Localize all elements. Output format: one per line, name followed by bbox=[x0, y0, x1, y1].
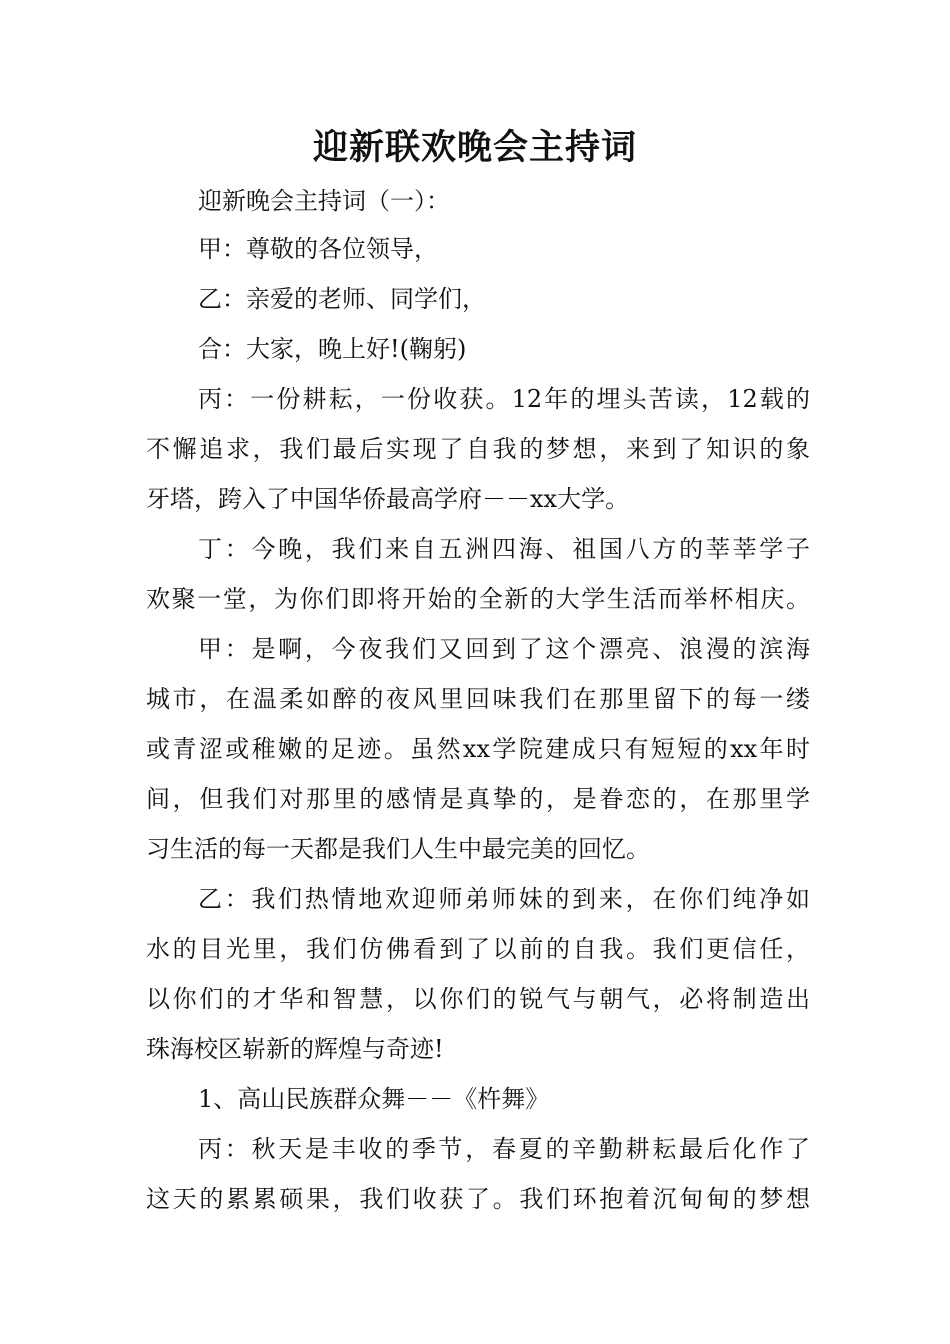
paragraph-line: 合：大家，晚上好!(鞠躬) bbox=[198, 335, 467, 363]
paragraph-line: 乙：亲爱的老师、同学们， bbox=[198, 285, 486, 313]
program-item: 1、高山民族群众舞－－《杵舞》 bbox=[198, 1085, 550, 1113]
paragraph-line: 珠海校区崭新的辉煌与奇迹! bbox=[146, 1035, 444, 1063]
section-heading: 迎新晚会主持词（一）： bbox=[198, 187, 450, 215]
paragraph-line: 以你们的才华和智慧，以你们的锐气与朝气，必将制造出 bbox=[146, 985, 810, 1013]
paragraph-line: 丁：今晚，我们来自五洲四海、祖国八方的莘莘学子 bbox=[198, 535, 810, 563]
paragraph-line: 丙：秋天是丰收的季节，春夏的辛勤耕耘最后化作了 bbox=[198, 1135, 810, 1163]
paragraph-line: 或青涩或稚嫩的足迹。虽然xx学院建成只有短短的xx年时 bbox=[146, 735, 810, 763]
paragraph-line: 欢聚一堂，为你们即将开始的全新的大学生活而举杯相庆。 bbox=[146, 585, 810, 613]
paragraph-line: 丙：一份耕耘，一份收获。12年的埋头苦读，12载的 bbox=[198, 385, 810, 413]
paragraph-line: 不懈追求，我们最后实现了自我的梦想，来到了知识的象 bbox=[146, 435, 810, 463]
paragraph-line: 这天的累累硕果，我们收获了。我们环抱着沉甸甸的梦想 bbox=[146, 1185, 810, 1213]
paragraph-line: 城市，在温柔如醉的夜风里回味我们在那里留下的每一缕 bbox=[146, 685, 810, 713]
paragraph-line: 水的目光里，我们仿佛看到了以前的自我。我们更信任， bbox=[146, 935, 810, 963]
paragraph-line: 甲：是啊，今夜我们又回到了这个漂亮、浪漫的滨海 bbox=[198, 635, 810, 663]
page-title: 迎新联欢晚会主持词 bbox=[312, 128, 637, 168]
paragraph-line: 乙：我们热情地欢迎师弟师妹的到来，在你们纯净如 bbox=[198, 885, 810, 913]
paragraph-line: 甲：尊敬的各位领导， bbox=[198, 235, 438, 263]
paragraph-line: 习生活的每一天都是我们人生中最完美的回忆。 bbox=[146, 835, 650, 863]
paragraph-line: 牙塔，跨入了中国华侨最高学府－－xx大学。 bbox=[146, 485, 630, 513]
paragraph-line: 间，但我们对那里的感情是真挚的，是眷恋的，在那里学 bbox=[146, 785, 810, 813]
